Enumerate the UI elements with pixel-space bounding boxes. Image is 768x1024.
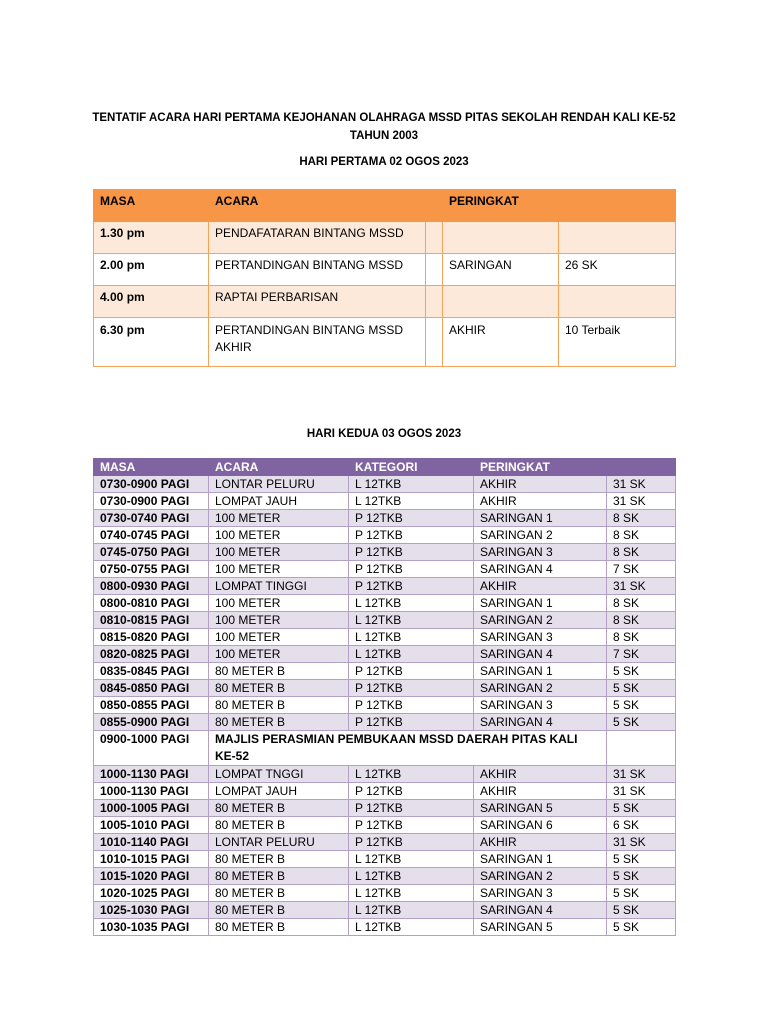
- cell-sk: 8 SK: [607, 629, 676, 646]
- cell-masa: 0815-0820 PAGI: [94, 629, 209, 646]
- cell-kategori: P 12TKB: [349, 663, 474, 680]
- cell-sk: 31 SK: [607, 476, 676, 493]
- cell-acara: PENDAFATARAN BINTANG MSSD: [209, 222, 426, 254]
- cell-masa: 0730-0740 PAGI: [94, 510, 209, 527]
- cell-peringkat: SARINGAN 1: [474, 851, 607, 868]
- cell-sk: 31 SK: [607, 493, 676, 510]
- cell-peringkat: SARINGAN: [443, 254, 559, 286]
- cell-peringkat: SARINGAN 3: [474, 885, 607, 902]
- cell-sk: 26 SK: [559, 254, 676, 286]
- cell-masa: 1025-1030 PAGI: [94, 902, 209, 919]
- cell-peringkat: SARINGAN 1: [474, 595, 607, 612]
- cell-sk: 5 SK: [607, 868, 676, 885]
- cell-acara: 80 METER B: [209, 885, 349, 902]
- table-row: [94, 766, 676, 783]
- table-row: [94, 817, 676, 834]
- cell-acara: 100 METER: [209, 510, 349, 527]
- cell-kategori: P 12TKB: [349, 714, 474, 731]
- table-row: [94, 476, 676, 493]
- cell-peringkat: SARINGAN 2: [474, 527, 607, 544]
- cell-sk: 5 SK: [607, 800, 676, 817]
- cell-peringkat: AKHIR: [474, 783, 607, 800]
- table-row: [94, 800, 676, 817]
- cell-sk: 8 SK: [607, 527, 676, 544]
- table-row: [94, 629, 676, 646]
- cell-acara: 80 METER B: [209, 817, 349, 834]
- table-header-row: [94, 459, 676, 476]
- cell-sk: 8 SK: [607, 544, 676, 561]
- cell-masa: 1000-1130 PAGI: [94, 766, 209, 783]
- cell-sk: 5 SK: [607, 919, 676, 936]
- cell-masa: 1010-1140 PAGI: [94, 834, 209, 851]
- cell-acara: 80 METER B: [209, 714, 349, 731]
- table-row: [94, 595, 676, 612]
- table-row: [94, 254, 676, 286]
- cell-acara: 80 METER B: [209, 680, 349, 697]
- cell-masa: 6.30 pm: [94, 318, 209, 367]
- cell-acara: PERTANDINGAN BINTANG MSSD: [209, 254, 426, 286]
- cell-sk: 8 SK: [607, 612, 676, 629]
- table-row: [94, 851, 676, 868]
- cell-sk: 31 SK: [607, 783, 676, 800]
- cell-acara: 100 METER: [209, 612, 349, 629]
- cell-sk: 5 SK: [607, 902, 676, 919]
- cell-peringkat: AKHIR: [474, 578, 607, 595]
- cell-acara: LONTAR PELURU: [209, 834, 349, 851]
- cell-kategori: L 12TKB: [349, 766, 474, 783]
- cell-peringkat: [443, 286, 559, 318]
- cell-peringkat: AKHIR: [474, 766, 607, 783]
- table-row: [94, 783, 676, 800]
- cell-peringkat: SARINGAN 4: [474, 646, 607, 663]
- cell-acara: 100 METER: [209, 544, 349, 561]
- cell-acara: 80 METER B: [209, 868, 349, 885]
- header-acara: ACARA: [209, 190, 426, 222]
- table-row: [94, 318, 676, 367]
- cell-peringkat: [443, 222, 559, 254]
- table-row: [94, 510, 676, 527]
- cell-peringkat: SARINGAN 5: [474, 800, 607, 817]
- cell-kategori: L 12TKB: [349, 902, 474, 919]
- cell-masa: 0730-0900 PAGI: [94, 476, 209, 493]
- cell-sk: 7 SK: [607, 561, 676, 578]
- cell-masa: 2.00 pm: [94, 254, 209, 286]
- cell-peringkat: SARINGAN 3: [474, 697, 607, 714]
- table-row: [94, 612, 676, 629]
- cell-acara: 80 METER B: [209, 800, 349, 817]
- cell-kategori: P 12TKB: [349, 578, 474, 595]
- cell-kategori: L 12TKB: [349, 885, 474, 902]
- cell-masa: 1005-1010 PAGI: [94, 817, 209, 834]
- table-row: [94, 646, 676, 663]
- cell-kategori: L 12TKB: [349, 595, 474, 612]
- cell-sk: 31 SK: [607, 578, 676, 595]
- cell-sk: 7 SK: [607, 646, 676, 663]
- table-row: [94, 834, 676, 851]
- table-header-row: [94, 190, 676, 222]
- cell-acara: LOMPAT TINGGI: [209, 578, 349, 595]
- table-row: [94, 286, 676, 318]
- cell-masa: 0855-0900 PAGI: [94, 714, 209, 731]
- cell-sk: [559, 222, 676, 254]
- cell-kategori: P 12TKB: [349, 817, 474, 834]
- ceremony-row: [94, 731, 676, 766]
- cell-masa: 1015-1020 PAGI: [94, 868, 209, 885]
- cell-acara: 100 METER: [209, 595, 349, 612]
- table-row: [94, 663, 676, 680]
- cell-masa: 1030-1035 PAGI: [94, 919, 209, 936]
- cell-masa: 0800-0930 PAGI: [94, 578, 209, 595]
- cell-kategori: P 12TKB: [349, 834, 474, 851]
- header-peringkat: PERINGKAT: [443, 190, 559, 222]
- table-row: [94, 714, 676, 731]
- cell-kategori: P 12TKB: [349, 561, 474, 578]
- table-row: [94, 222, 676, 254]
- table-row: [94, 885, 676, 902]
- cell-peringkat: AKHIR: [443, 318, 559, 367]
- header-blank: [607, 459, 676, 476]
- cell-ceremony-acara: MAJLIS PERASMIAN PEMBUKAAN MSSD DAERAH PITAS KALI KE-52: [209, 731, 607, 766]
- table-row: [94, 578, 676, 595]
- header-masa: MASA: [94, 459, 209, 476]
- cell-acara: 100 METER: [209, 646, 349, 663]
- cell-kategori: L 12TKB: [349, 629, 474, 646]
- cell-acara: 80 METER B: [209, 902, 349, 919]
- table-row: [94, 493, 676, 510]
- cell-masa: 1010-1015 PAGI: [94, 851, 209, 868]
- cell-acara: 80 METER B: [209, 919, 349, 936]
- cell-acara: PERTANDINGAN BINTANG MSSD AKHIR: [209, 318, 426, 367]
- cell-sk: 5 SK: [607, 697, 676, 714]
- cell-acara: LOMPAT JAUH: [209, 783, 349, 800]
- cell-peringkat: SARINGAN 4: [474, 561, 607, 578]
- cell-sk: 5 SK: [607, 663, 676, 680]
- table-row: [94, 561, 676, 578]
- cell-sk: 10 Terbaik: [559, 318, 676, 367]
- cell-masa: 0845-0850 PAGI: [94, 680, 209, 697]
- table-row: [94, 527, 676, 544]
- day2-schedule-table: [93, 458, 676, 936]
- cell-kategori: L 12TKB: [349, 868, 474, 885]
- day2-heading: HARI KEDUA 03 OGOS 2023: [306, 428, 462, 440]
- cell-acara: 80 METER B: [209, 851, 349, 868]
- cell-peringkat: SARINGAN 4: [474, 714, 607, 731]
- cell-peringkat: AKHIR: [474, 834, 607, 851]
- cell-kategori: P 12TKB: [349, 697, 474, 714]
- cell-acara: LOMPAT JAUH: [209, 493, 349, 510]
- cell-masa: 0835-0845 PAGI: [94, 663, 209, 680]
- cell-peringkat: SARINGAN 5: [474, 919, 607, 936]
- cell-peringkat: SARINGAN 4: [474, 902, 607, 919]
- header-blank: [559, 190, 676, 222]
- cell-sk: 8 SK: [607, 510, 676, 527]
- cell-sk: 5 SK: [607, 680, 676, 697]
- table-row: [94, 902, 676, 919]
- cell-sk: 31 SK: [607, 834, 676, 851]
- day1-schedule-table: [93, 189, 676, 367]
- cell-peringkat: SARINGAN 2: [474, 868, 607, 885]
- header-acara: ACARA: [209, 459, 349, 476]
- cell-masa: 0750-0755 PAGI: [94, 561, 209, 578]
- cell-peringkat: SARINGAN 2: [474, 680, 607, 697]
- cell-spacer: [426, 254, 443, 286]
- cell-kategori: L 12TKB: [349, 919, 474, 936]
- cell-sk: [607, 731, 676, 766]
- cell-masa: 4.00 pm: [94, 286, 209, 318]
- cell-kategori: L 12TKB: [349, 476, 474, 493]
- day1-heading: HARI PERTAMA 02 OGOS 2023: [299, 156, 469, 168]
- document-title: TENTATIF ACARA HARI PERTAMA KEJOHANAN OLAHRAGA MSSD PITAS SEKOLAH RENDAH KALI KE-52 TAHUN 2003: [92, 112, 676, 142]
- cell-kategori: L 12TKB: [349, 646, 474, 663]
- table-row: [94, 544, 676, 561]
- cell-peringkat: AKHIR: [474, 476, 607, 493]
- cell-sk: 31 SK: [607, 766, 676, 783]
- table-row: [94, 680, 676, 697]
- cell-acara: LONTAR PELURU: [209, 476, 349, 493]
- cell-masa: 1020-1025 PAGI: [94, 885, 209, 902]
- cell-kategori: L 12TKB: [349, 612, 474, 629]
- cell-sk: [559, 286, 676, 318]
- cell-acara: 100 METER: [209, 561, 349, 578]
- cell-kategori: P 12TKB: [349, 783, 474, 800]
- cell-masa: 0740-0745 PAGI: [94, 527, 209, 544]
- cell-peringkat: SARINGAN 3: [474, 544, 607, 561]
- cell-sk: 5 SK: [607, 714, 676, 731]
- cell-masa: 0820-0825 PAGI: [94, 646, 209, 663]
- cell-acara: RAPTAI PERBARISAN: [209, 286, 426, 318]
- header-spacer: [426, 190, 443, 222]
- cell-kategori: L 12TKB: [349, 493, 474, 510]
- cell-peringkat: SARINGAN 1: [474, 663, 607, 680]
- cell-spacer: [426, 286, 443, 318]
- cell-peringkat: SARINGAN 6: [474, 817, 607, 834]
- cell-peringkat: SARINGAN 3: [474, 629, 607, 646]
- cell-masa: 0810-0815 PAGI: [94, 612, 209, 629]
- cell-kategori: P 12TKB: [349, 680, 474, 697]
- table-row: [94, 919, 676, 936]
- header-masa: MASA: [94, 190, 209, 222]
- cell-sk: 6 SK: [607, 817, 676, 834]
- cell-masa: 0800-0810 PAGI: [94, 595, 209, 612]
- cell-spacer: [426, 318, 443, 367]
- header-kategori: KATEGORI: [349, 459, 474, 476]
- cell-sk: 5 SK: [607, 851, 676, 868]
- cell-masa: 1000-1130 PAGI: [94, 783, 209, 800]
- cell-kategori: L 12TKB: [349, 851, 474, 868]
- cell-kategori: P 12TKB: [349, 544, 474, 561]
- cell-acara: LOMPAT TNGGI: [209, 766, 349, 783]
- cell-masa: 0745-0750 PAGI: [94, 544, 209, 561]
- cell-masa: 0730-0900 PAGI: [94, 493, 209, 510]
- cell-acara: 100 METER: [209, 527, 349, 544]
- cell-sk: 5 SK: [607, 885, 676, 902]
- cell-acara: 80 METER B: [209, 663, 349, 680]
- cell-peringkat: AKHIR: [474, 493, 607, 510]
- cell-spacer: [426, 222, 443, 254]
- cell-kategori: P 12TKB: [349, 800, 474, 817]
- cell-peringkat: SARINGAN 2: [474, 612, 607, 629]
- cell-masa: 1000-1005 PAGI: [94, 800, 209, 817]
- header-peringkat: PERINGKAT: [474, 459, 607, 476]
- cell-acara: 80 METER B: [209, 697, 349, 714]
- cell-kategori: P 12TKB: [349, 527, 474, 544]
- cell-sk: 8 SK: [607, 595, 676, 612]
- cell-peringkat: SARINGAN 1: [474, 510, 607, 527]
- cell-masa: 0900-1000 PAGI: [94, 731, 209, 766]
- cell-acara: 100 METER: [209, 629, 349, 646]
- table-row: [94, 697, 676, 714]
- table-row: [94, 868, 676, 885]
- cell-masa: 1.30 pm: [94, 222, 209, 254]
- cell-kategori: P 12TKB: [349, 510, 474, 527]
- cell-masa: 0850-0855 PAGI: [94, 697, 209, 714]
